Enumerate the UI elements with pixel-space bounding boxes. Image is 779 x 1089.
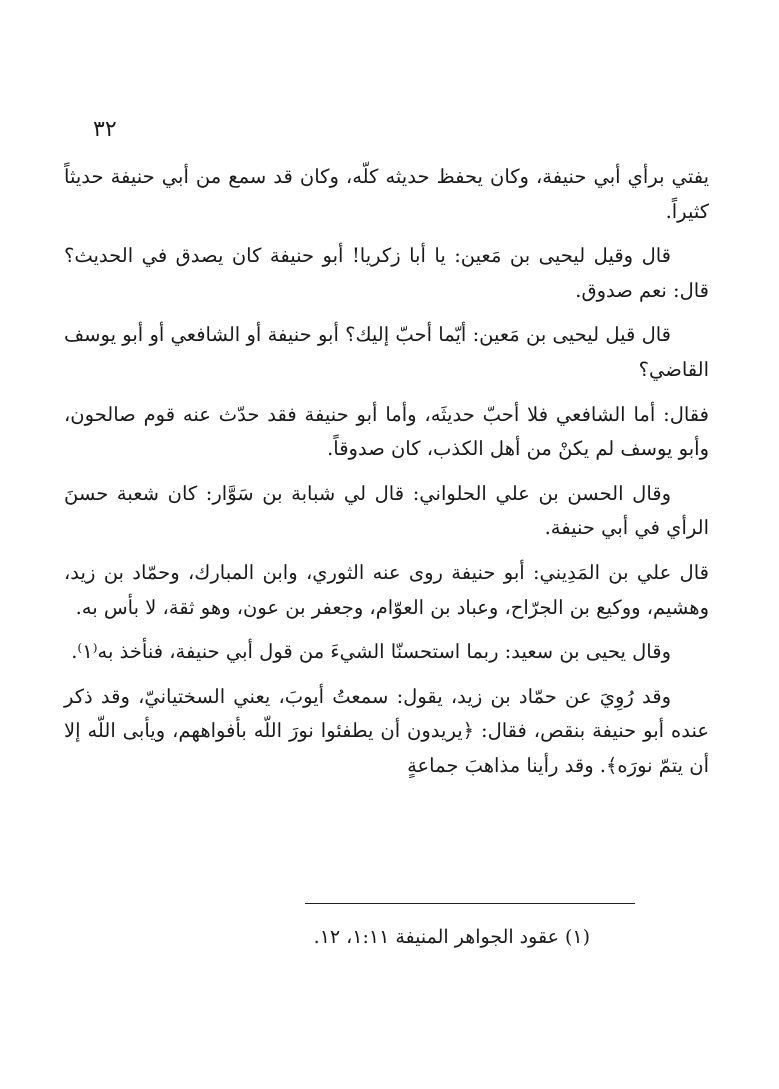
paragraph: يفتي برأي أبي حنيفة، وكان يحفظ حديثه كلّه، وكان قد سمع من أبي حنيفة حديثاً كثيراً. xyxy=(64,165,709,223)
paragraph: قال علي بن المَدِيني: أبو حنيفة روى عنه الثوري، وابن المبارك، وحمّاد بن زيد، وهشيم، ووكيع بن الجرّاح، وعباد بن العوّام، وجعفر بن عون، وهو ثقة، لا بأس به. xyxy=(64,560,709,619)
paragraph: قال وقيل ليحيى بن مَعين: يا أبا زكريا! أبو حنيفة كان يصدق في الحديث؟ قال: نعم صدوق. xyxy=(64,244,709,302)
paragraph: وقد رُوِيَ عن حمّاد بن زيد، يقول: سمعتُ أيوبَ، يعني السختيانيّ، وقد ذكر عنده أبو حنيفة بنقص، فقال: ﴿يريدون أن يطفئوا نورَ اللّه بأفواههم، ويأبى اللّه إلا أن يتمّ نورَه﴾. وقد رأينا مذاهبَ جماعةٍ xyxy=(64,684,709,777)
page-number: ٣٢ xyxy=(93,117,117,142)
paragraph: وقال يحيى بن سعيد: ربما استحسنّا الشيءَ من قول أبي حنيفة، فنأخذ به⁽١⁾. xyxy=(71,640,671,664)
paragraph: قال قيل ليحيى بن مَعين: أيّما أحبّ إليك؟ أبو حنيفة أو الشافعي أو أبو يوسف القاضي؟ xyxy=(64,323,709,381)
footnote: (١) عقود الجواهر المنيفة ١:١١، ١٢. xyxy=(313,926,590,948)
paragraph: وقال الحسن بن علي الحلواني: قال لي شبابة بن سَوَّار: كان شعبة حسنَ الرأي في أبي حنيفة. xyxy=(64,481,709,540)
body-text xyxy=(64,160,709,794)
footnote-divider xyxy=(305,903,635,904)
paragraph: فقال: أما الشافعي فلا أحبّ حديثَه، وأما أبو حنيفة فقد حدّث عنه قوم صالحون، وأبو يوسف لم يكنْ من أهل الكذب، كان صدوقاً. xyxy=(64,402,709,461)
